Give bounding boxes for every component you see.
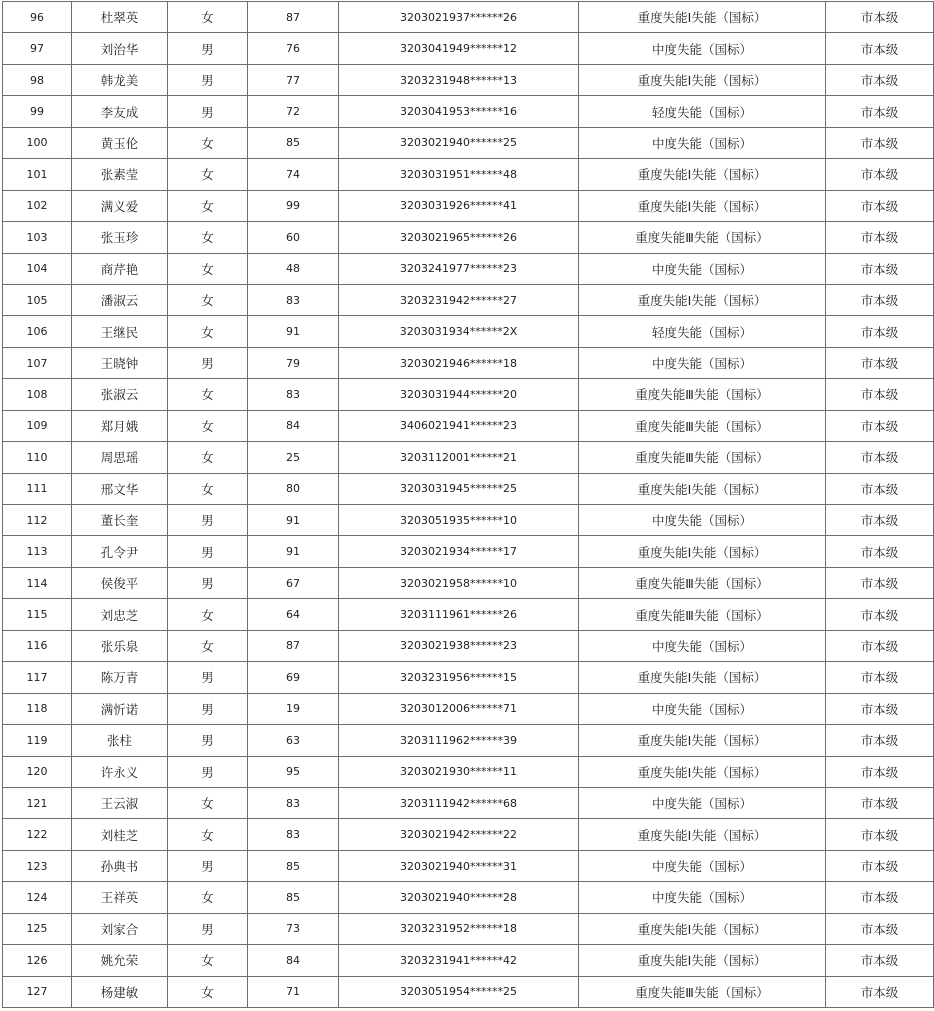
row-number-cell: 120 (3, 756, 72, 787)
table-row (3, 567, 934, 598)
name-cell: 陈万青 (72, 662, 168, 693)
name-cell: 孔令尹 (72, 536, 168, 567)
disability-level-cell: 重度失能Ⅰ失能（国标） (579, 159, 826, 190)
table-row (3, 410, 934, 441)
id-number-cell: 3203021942******22 (339, 819, 579, 850)
sex-cell: 女 (168, 410, 248, 441)
table-row (3, 96, 934, 127)
row-number-cell: 126 (3, 945, 72, 976)
table-row (3, 505, 934, 536)
id-number-cell: 3203051954******25 (339, 976, 579, 1007)
age-cell: 83 (248, 379, 339, 410)
row-number-cell: 97 (3, 33, 72, 64)
table-row (3, 347, 934, 378)
id-number-cell: 3203031934******2X (339, 316, 579, 347)
sex-cell: 男 (168, 33, 248, 64)
table-row (3, 442, 934, 473)
region-cell: 市本级 (826, 222, 934, 253)
sex-cell: 女 (168, 222, 248, 253)
disability-level-cell: 中度失能（国标） (579, 347, 826, 378)
id-number-cell: 3203031944******20 (339, 379, 579, 410)
disability-level-cell: 中度失能（国标） (579, 787, 826, 818)
disability-level-cell: 重度失能Ⅲ失能（国标） (579, 567, 826, 598)
age-cell: 80 (248, 473, 339, 504)
name-cell: 王晓钟 (72, 347, 168, 378)
row-number-cell: 124 (3, 882, 72, 913)
region-cell: 市本级 (826, 190, 934, 221)
age-cell: 79 (248, 347, 339, 378)
id-number-cell: 3203021958******10 (339, 567, 579, 598)
disability-level-cell: 中度失能（国标） (579, 127, 826, 158)
sex-cell: 女 (168, 284, 248, 315)
name-cell: 刘治华 (72, 33, 168, 64)
id-number-cell: 3203021937******26 (339, 2, 579, 33)
table-row (3, 725, 934, 756)
age-cell: 85 (248, 882, 339, 913)
disability-roster-table (2, 1, 934, 1008)
id-number-cell: 3203021940******31 (339, 850, 579, 881)
region-cell: 市本级 (826, 787, 934, 818)
id-number-cell: 3203012006******71 (339, 693, 579, 724)
id-number-cell: 3406021941******23 (339, 410, 579, 441)
id-number-cell: 3203041949******12 (339, 33, 579, 64)
disability-level-cell: 重度失能Ⅰ失能（国标） (579, 945, 826, 976)
age-cell: 67 (248, 567, 339, 598)
age-cell: 69 (248, 662, 339, 693)
table-row (3, 190, 934, 221)
row-number-cell: 101 (3, 159, 72, 190)
region-cell: 市本级 (826, 756, 934, 787)
age-cell: 99 (248, 190, 339, 221)
sex-cell: 男 (168, 693, 248, 724)
table-row (3, 630, 934, 661)
name-cell: 王祥英 (72, 882, 168, 913)
name-cell: 孙典书 (72, 850, 168, 881)
table-row (3, 473, 934, 504)
row-number-cell: 118 (3, 693, 72, 724)
sex-cell: 女 (168, 473, 248, 504)
id-number-cell: 3203231952******18 (339, 913, 579, 944)
sex-cell: 男 (168, 662, 248, 693)
table-row (3, 882, 934, 913)
id-number-cell: 3203021938******23 (339, 630, 579, 661)
age-cell: 84 (248, 410, 339, 441)
name-cell: 王继民 (72, 316, 168, 347)
sex-cell: 女 (168, 442, 248, 473)
row-number-cell: 117 (3, 662, 72, 693)
disability-level-cell: 重度失能Ⅲ失能（国标） (579, 410, 826, 441)
id-number-cell: 3203241977******23 (339, 253, 579, 284)
name-cell: 满忻诺 (72, 693, 168, 724)
region-cell: 市本级 (826, 536, 934, 567)
region-cell: 市本级 (826, 96, 934, 127)
id-number-cell: 3203231956******15 (339, 662, 579, 693)
region-cell: 市本级 (826, 284, 934, 315)
table-row (3, 127, 934, 158)
id-number-cell: 3203231941******42 (339, 945, 579, 976)
row-number-cell: 110 (3, 442, 72, 473)
sex-cell: 女 (168, 379, 248, 410)
row-number-cell: 106 (3, 316, 72, 347)
id-number-cell: 3203021965******26 (339, 222, 579, 253)
age-cell: 91 (248, 505, 339, 536)
name-cell: 周思瑶 (72, 442, 168, 473)
row-number-cell: 112 (3, 505, 72, 536)
row-number-cell: 109 (3, 410, 72, 441)
disability-level-cell: 轻度失能（国标） (579, 96, 826, 127)
table-row (3, 850, 934, 881)
sex-cell: 女 (168, 253, 248, 284)
table-row (3, 662, 934, 693)
sex-cell: 男 (168, 850, 248, 881)
row-number-cell: 119 (3, 725, 72, 756)
table-row (3, 33, 934, 64)
id-number-cell: 3203231942******27 (339, 284, 579, 315)
name-cell: 韩龙美 (72, 64, 168, 95)
disability-level-cell: 重度失能Ⅰ失能（国标） (579, 284, 826, 315)
disability-level-cell: 中度失能（国标） (579, 693, 826, 724)
name-cell: 刘忠芝 (72, 599, 168, 630)
sex-cell: 女 (168, 630, 248, 661)
row-number-cell: 107 (3, 347, 72, 378)
sex-cell: 女 (168, 976, 248, 1007)
disability-level-cell: 重度失能Ⅰ失能（国标） (579, 662, 826, 693)
id-number-cell: 3203031951******48 (339, 159, 579, 190)
age-cell: 60 (248, 222, 339, 253)
name-cell: 姚允荣 (72, 945, 168, 976)
disability-level-cell: 轻度失能（国标） (579, 316, 826, 347)
region-cell: 市本级 (826, 630, 934, 661)
table-row (3, 159, 934, 190)
sex-cell: 女 (168, 819, 248, 850)
disability-level-cell: 中度失能（国标） (579, 630, 826, 661)
row-number-cell: 96 (3, 2, 72, 33)
name-cell: 张柱 (72, 725, 168, 756)
region-cell: 市本级 (826, 913, 934, 944)
row-number-cell: 108 (3, 379, 72, 410)
table-row (3, 316, 934, 347)
name-cell: 商芹艳 (72, 253, 168, 284)
disability-level-cell: 重度失能Ⅰ失能（国标） (579, 819, 826, 850)
sex-cell: 女 (168, 599, 248, 630)
age-cell: 84 (248, 945, 339, 976)
age-cell: 63 (248, 725, 339, 756)
row-number-cell: 125 (3, 913, 72, 944)
disability-level-cell: 重度失能Ⅰ失能（国标） (579, 64, 826, 95)
age-cell: 83 (248, 787, 339, 818)
id-number-cell: 3203112001******21 (339, 442, 579, 473)
disability-level-cell: 重度失能Ⅰ失能（国标） (579, 725, 826, 756)
row-number-cell: 98 (3, 64, 72, 95)
disability-level-cell: 重度失能Ⅰ失能（国标） (579, 756, 826, 787)
name-cell: 潘淑云 (72, 284, 168, 315)
sex-cell: 女 (168, 190, 248, 221)
name-cell: 张素莹 (72, 159, 168, 190)
disability-level-cell: 重度失能Ⅲ失能（国标） (579, 379, 826, 410)
age-cell: 87 (248, 630, 339, 661)
region-cell: 市本级 (826, 850, 934, 881)
name-cell: 刘家合 (72, 913, 168, 944)
id-number-cell: 3203041953******16 (339, 96, 579, 127)
table-row (3, 756, 934, 787)
region-cell: 市本级 (826, 2, 934, 33)
sex-cell: 女 (168, 945, 248, 976)
name-cell: 刘桂芝 (72, 819, 168, 850)
age-cell: 73 (248, 913, 339, 944)
table-row (3, 222, 934, 253)
region-cell: 市本级 (826, 442, 934, 473)
table-row (3, 945, 934, 976)
region-cell: 市本级 (826, 567, 934, 598)
region-cell: 市本级 (826, 693, 934, 724)
name-cell: 董长奎 (72, 505, 168, 536)
table-row (3, 819, 934, 850)
region-cell: 市本级 (826, 347, 934, 378)
table-row (3, 787, 934, 818)
row-number-cell: 113 (3, 536, 72, 567)
name-cell: 许永义 (72, 756, 168, 787)
disability-level-cell: 重度失能Ⅰ失能（国标） (579, 473, 826, 504)
name-cell: 张玉珍 (72, 222, 168, 253)
row-number-cell: 115 (3, 599, 72, 630)
row-number-cell: 100 (3, 127, 72, 158)
table-row (3, 976, 934, 1007)
table-row (3, 913, 934, 944)
age-cell: 72 (248, 96, 339, 127)
disability-level-cell: 中度失能（国标） (579, 882, 826, 913)
sex-cell: 男 (168, 913, 248, 944)
row-number-cell: 104 (3, 253, 72, 284)
region-cell: 市本级 (826, 473, 934, 504)
row-number-cell: 111 (3, 473, 72, 504)
name-cell: 王云淑 (72, 787, 168, 818)
id-number-cell: 3203111961******26 (339, 599, 579, 630)
age-cell: 91 (248, 316, 339, 347)
sex-cell: 女 (168, 127, 248, 158)
sex-cell: 女 (168, 159, 248, 190)
table-body (3, 2, 934, 1008)
id-number-cell: 3203111962******39 (339, 725, 579, 756)
row-number-cell: 121 (3, 787, 72, 818)
sex-cell: 女 (168, 787, 248, 818)
name-cell: 李友成 (72, 96, 168, 127)
age-cell: 48 (248, 253, 339, 284)
name-cell: 侯俊平 (72, 567, 168, 598)
disability-level-cell: 重度失能Ⅰ失能（国标） (579, 2, 826, 33)
region-cell: 市本级 (826, 33, 934, 64)
row-number-cell: 127 (3, 976, 72, 1007)
region-cell: 市本级 (826, 253, 934, 284)
table-row (3, 379, 934, 410)
disability-level-cell: 重度失能Ⅲ失能（国标） (579, 442, 826, 473)
sex-cell: 男 (168, 64, 248, 95)
name-cell: 郑月娥 (72, 410, 168, 441)
disability-level-cell: 中度失能（国标） (579, 850, 826, 881)
row-number-cell: 102 (3, 190, 72, 221)
sex-cell: 男 (168, 725, 248, 756)
region-cell: 市本级 (826, 725, 934, 756)
age-cell: 87 (248, 2, 339, 33)
disability-level-cell: 中度失能（国标） (579, 33, 826, 64)
id-number-cell: 3203021934******17 (339, 536, 579, 567)
id-number-cell: 3203021940******28 (339, 882, 579, 913)
age-cell: 64 (248, 599, 339, 630)
disability-level-cell: 重度失能Ⅲ失能（国标） (579, 599, 826, 630)
region-cell: 市本级 (826, 945, 934, 976)
disability-level-cell: 重度失能Ⅲ失能（国标） (579, 222, 826, 253)
sex-cell: 男 (168, 567, 248, 598)
row-number-cell: 99 (3, 96, 72, 127)
id-number-cell: 3203021940******25 (339, 127, 579, 158)
age-cell: 25 (248, 442, 339, 473)
age-cell: 71 (248, 976, 339, 1007)
name-cell: 张淑云 (72, 379, 168, 410)
region-cell: 市本级 (826, 316, 934, 347)
id-number-cell: 3203051935******10 (339, 505, 579, 536)
region-cell: 市本级 (826, 410, 934, 441)
name-cell: 张乐泉 (72, 630, 168, 661)
row-number-cell: 114 (3, 567, 72, 598)
name-cell: 杨建敏 (72, 976, 168, 1007)
disability-level-cell: 中度失能（国标） (579, 253, 826, 284)
age-cell: 76 (248, 33, 339, 64)
table-row (3, 284, 934, 315)
row-number-cell: 122 (3, 819, 72, 850)
id-number-cell: 3203021946******18 (339, 347, 579, 378)
sex-cell: 男 (168, 536, 248, 567)
disability-level-cell: 重度失能Ⅰ失能（国标） (579, 190, 826, 221)
region-cell: 市本级 (826, 599, 934, 630)
id-number-cell: 3203031945******25 (339, 473, 579, 504)
name-cell: 黄玉伦 (72, 127, 168, 158)
region-cell: 市本级 (826, 64, 934, 95)
age-cell: 74 (248, 159, 339, 190)
disability-level-cell: 重度失能Ⅲ失能（国标） (579, 976, 826, 1007)
name-cell: 满义爱 (72, 190, 168, 221)
region-cell: 市本级 (826, 662, 934, 693)
disability-level-cell: 重度失能Ⅰ失能（国标） (579, 536, 826, 567)
row-number-cell: 123 (3, 850, 72, 881)
id-number-cell: 3203111942******68 (339, 787, 579, 818)
region-cell: 市本级 (826, 505, 934, 536)
age-cell: 95 (248, 756, 339, 787)
table-row (3, 693, 934, 724)
disability-level-cell: 中度失能（国标） (579, 505, 826, 536)
region-cell: 市本级 (826, 159, 934, 190)
region-cell: 市本级 (826, 379, 934, 410)
row-number-cell: 103 (3, 222, 72, 253)
id-number-cell: 3203031926******41 (339, 190, 579, 221)
region-cell: 市本级 (826, 819, 934, 850)
id-number-cell: 3203231948******13 (339, 64, 579, 95)
age-cell: 83 (248, 819, 339, 850)
age-cell: 91 (248, 536, 339, 567)
sex-cell: 女 (168, 316, 248, 347)
sex-cell: 男 (168, 347, 248, 378)
age-cell: 85 (248, 850, 339, 881)
age-cell: 85 (248, 127, 339, 158)
age-cell: 83 (248, 284, 339, 315)
table-row (3, 536, 934, 567)
table-row (3, 599, 934, 630)
name-cell: 邢文华 (72, 473, 168, 504)
row-number-cell: 116 (3, 630, 72, 661)
region-cell: 市本级 (826, 882, 934, 913)
region-cell: 市本级 (826, 976, 934, 1007)
region-cell: 市本级 (826, 127, 934, 158)
table-row (3, 64, 934, 95)
sex-cell: 女 (168, 882, 248, 913)
age-cell: 77 (248, 64, 339, 95)
row-number-cell: 105 (3, 284, 72, 315)
table-row (3, 2, 934, 33)
table-row (3, 253, 934, 284)
sex-cell: 男 (168, 756, 248, 787)
sex-cell: 男 (168, 505, 248, 536)
sex-cell: 女 (168, 2, 248, 33)
sex-cell: 男 (168, 96, 248, 127)
age-cell: 19 (248, 693, 339, 724)
id-number-cell: 3203021930******11 (339, 756, 579, 787)
name-cell: 杜翠英 (72, 2, 168, 33)
disability-level-cell: 重度失能Ⅰ失能（国标） (579, 913, 826, 944)
